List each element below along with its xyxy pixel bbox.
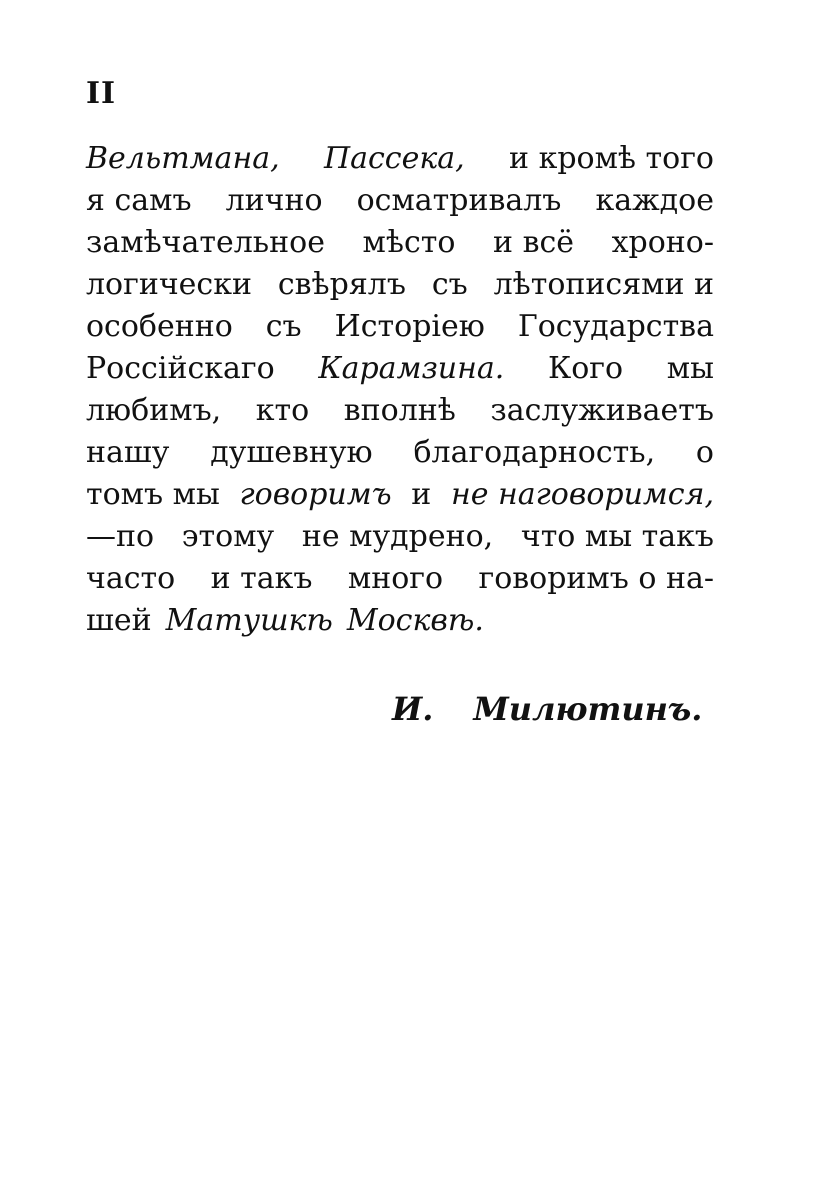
text-line [86,516,714,558]
text-word: что мы такъ [520,519,714,554]
text-word: шей [86,603,152,638]
text-word: особенно [86,309,233,344]
text-word: замѣчательное [86,225,325,260]
text-word: говоримъ [239,477,392,512]
text-word: Карамзина. [318,351,505,386]
text-word: мы [666,351,714,386]
signature-surname: Милютинъ. [473,690,703,728]
text-word: —по [86,519,155,554]
text-word: не наговоримся, [450,477,714,512]
text-word: душевную [210,435,373,470]
body-paragraph [86,138,714,642]
text-word: осматривалъ [356,183,562,218]
text-word: любимъ, [86,393,222,428]
text-line [86,138,714,180]
text-line [86,264,714,306]
text-word: Государства [517,309,714,344]
text-line [86,390,714,432]
text-line [86,222,714,264]
text-word: о [695,435,714,470]
text-word: и кромѣ того [509,141,714,176]
page-number: II [86,76,117,111]
text-word: часто [86,561,176,596]
text-word: вполнѣ [343,393,456,428]
text-word: нашу [86,435,170,470]
text-word: съ [431,267,468,302]
signature-initial: И. [392,690,434,728]
text-word: заслуживаетъ [490,393,714,428]
text-word: благодарность, [413,435,656,470]
text-word: Кого [548,351,624,386]
text-line [86,600,714,642]
text-word: Вельтмана, [86,141,280,176]
text-line [86,432,714,474]
text-word: этому [181,519,275,554]
text-word: я самъ [86,183,192,218]
author-signature [392,690,702,728]
text-word: Матушкѣ [165,603,333,638]
text-word: томъ мы [86,477,220,512]
text-word: лѣтописями и [493,267,714,302]
text-word: и [411,477,432,512]
text-word: кто [255,393,310,428]
text-word: и такъ [210,561,313,596]
text-word: Россійскаго [86,351,275,386]
text-word: говоримъ о на- [478,561,714,596]
text-line [86,558,714,600]
text-word: Пассека, [323,141,465,176]
text-word: лично [225,183,323,218]
text-word: хроно- [611,225,714,260]
text-word: каждое [595,183,714,218]
text-line [86,348,714,390]
text-line [86,180,714,222]
text-line [86,306,714,348]
text-word: съ [265,309,302,344]
text-word: не мудрено, [301,519,494,554]
text-word: логически [86,267,252,302]
text-line [86,474,714,516]
text-word: Москвѣ. [346,603,484,638]
text-word: много [347,561,444,596]
text-word: мѣсто [362,225,456,260]
text-word: свѣрялъ [277,267,406,302]
text-word: Исторіею [334,309,485,344]
text-word: и всё [493,225,575,260]
